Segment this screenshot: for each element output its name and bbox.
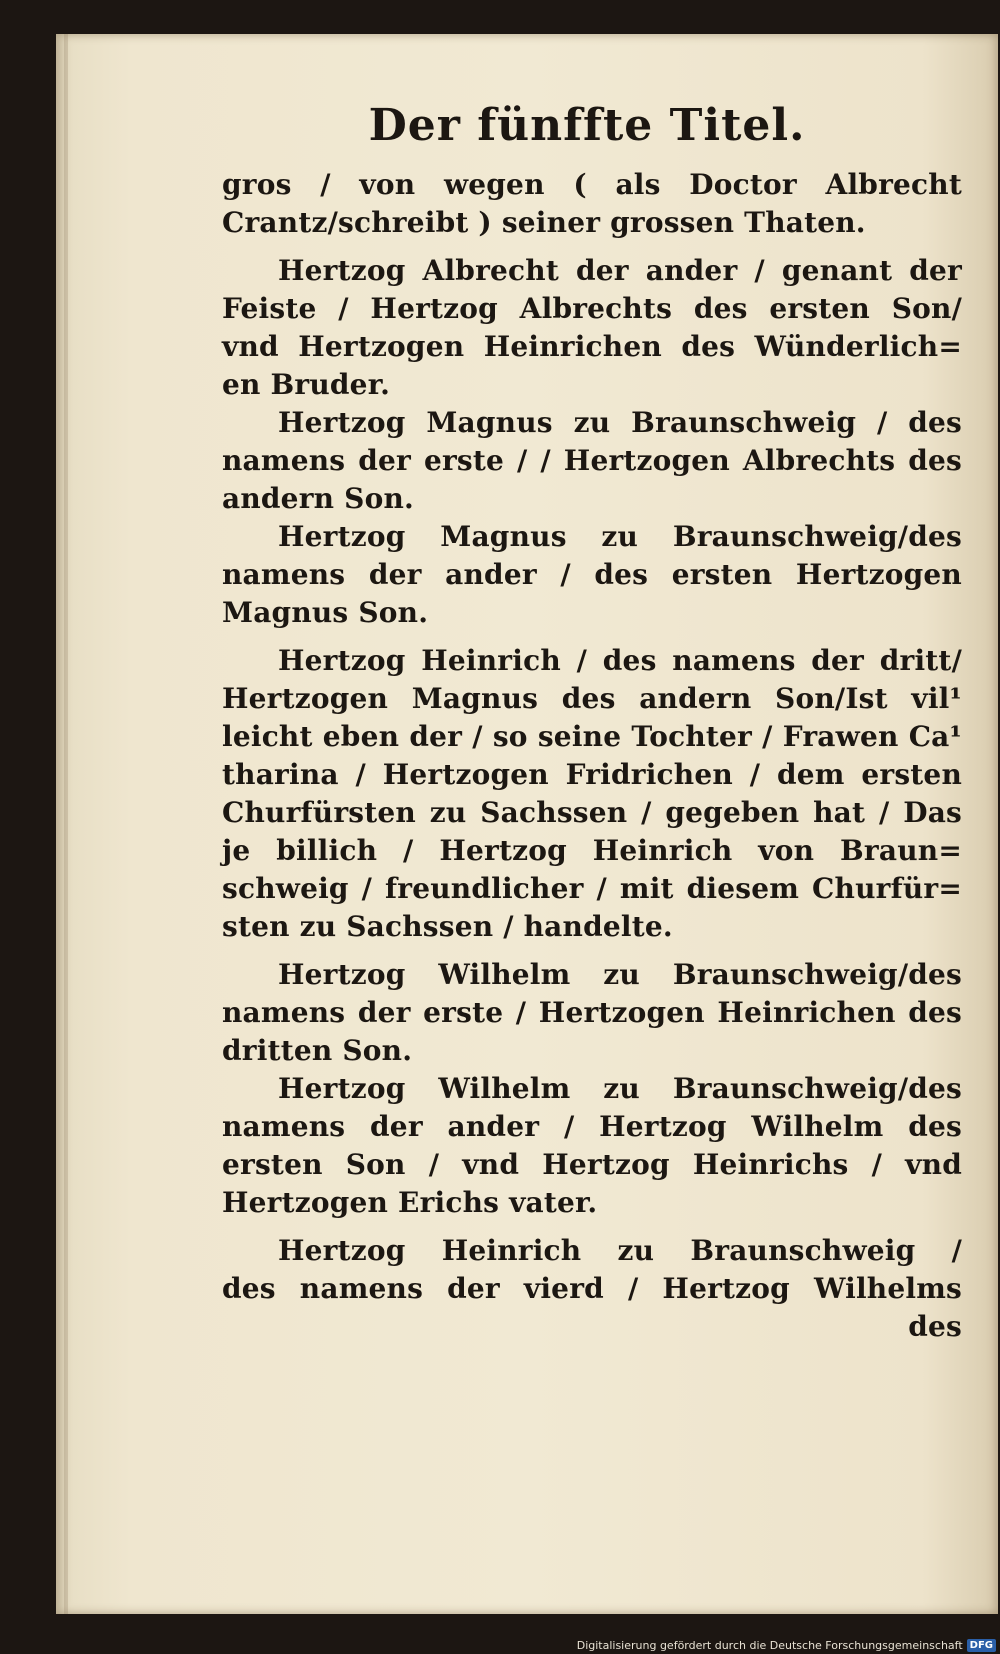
page-text <box>222 96 962 1346</box>
text-line: Hertzog Albrecht der ander / genant der <box>278 254 962 287</box>
catchword: des <box>908 1310 962 1343</box>
text-line: gros / von wegen ( als Doctor Albrecht <box>222 168 962 201</box>
paragraph-2 <box>222 252 962 404</box>
text-line: Feiste / Hertzog Albrechts des ersten Son/ <box>222 292 962 325</box>
running-title: Der fünffte Titel. <box>368 100 806 151</box>
text-line: Hertzog Magnus zu Braunschweig / des <box>278 406 962 439</box>
paragraph-8 <box>222 1232 962 1346</box>
credit-text: Digitalisierung gefördert durch die Deutsche Forschungsgemeinschaft <box>576 1639 963 1652</box>
text-line: Hertzog Magnus zu Braunschweig/des <box>278 520 962 553</box>
text-line: dritten Son. <box>222 1034 413 1067</box>
text-line: en Bruder. <box>222 368 391 401</box>
paragraph-1 <box>222 166 962 242</box>
text-line: Hertzog Heinrich / des namens der dritt/ <box>278 644 962 677</box>
text-line: tharina / Hertzogen Fridrichen / dem ersten <box>222 758 962 791</box>
text-line: Hertzog Wilhelm zu Braunschweig/des <box>278 958 962 991</box>
text-line: Churfürsten zu Sachssen / gegeben hat / Das <box>222 796 962 829</box>
text-line: Magnus Son. <box>222 596 429 629</box>
text-line: je billich / Hertzog Heinrich von Braun= <box>222 834 962 867</box>
text-line: sten zu Sachssen / handelte. <box>222 910 673 943</box>
paragraph-4 <box>222 518 962 632</box>
paragraph-3 <box>222 404 962 518</box>
paragraph-5 <box>222 642 962 946</box>
text-line: namens der ander / Hertzog Wilhelm des <box>222 1110 962 1143</box>
text-line: Hertzog Heinrich zu Braunschweig / <box>278 1234 962 1267</box>
text-line: leicht eben der / so seine Tochter / Frawen Ca¹ <box>222 720 962 753</box>
text-line: namens der erste / / Hertzogen Albrechts des <box>222 444 962 477</box>
text-line: vnd Hertzogen Heinrichen des Wünderlich= <box>222 330 962 363</box>
paragraph-6 <box>222 956 962 1070</box>
paragraph-7 <box>222 1070 962 1222</box>
text-line: Hertzogen Magnus des andern Son/Ist vil¹ <box>222 682 962 715</box>
dfg-logo-icon: DFG <box>967 1639 996 1652</box>
text-line: ersten Son / vnd Hertzog Heinrichs / vnd <box>222 1148 962 1181</box>
text-line: schweig / freundlicher / mit diesem Churfür= <box>222 872 962 905</box>
text-line: des namens der vierd / Hertzog Wilhelms <box>222 1272 962 1305</box>
text-line: namens der erste / Hertzogen Heinrichen des <box>222 996 962 1029</box>
text-line: andern Son. <box>222 482 414 515</box>
digitization-credit <box>577 1639 996 1652</box>
text-line: namens der ander / des ersten Hertzogen <box>222 558 962 591</box>
text-line: Crantz/schreibt ) seiner grossen Thaten. <box>222 206 866 239</box>
text-line: Hertzog Wilhelm zu Braunschweig/des <box>278 1072 962 1105</box>
text-line: Hertzogen Erichs vater. <box>222 1186 598 1219</box>
